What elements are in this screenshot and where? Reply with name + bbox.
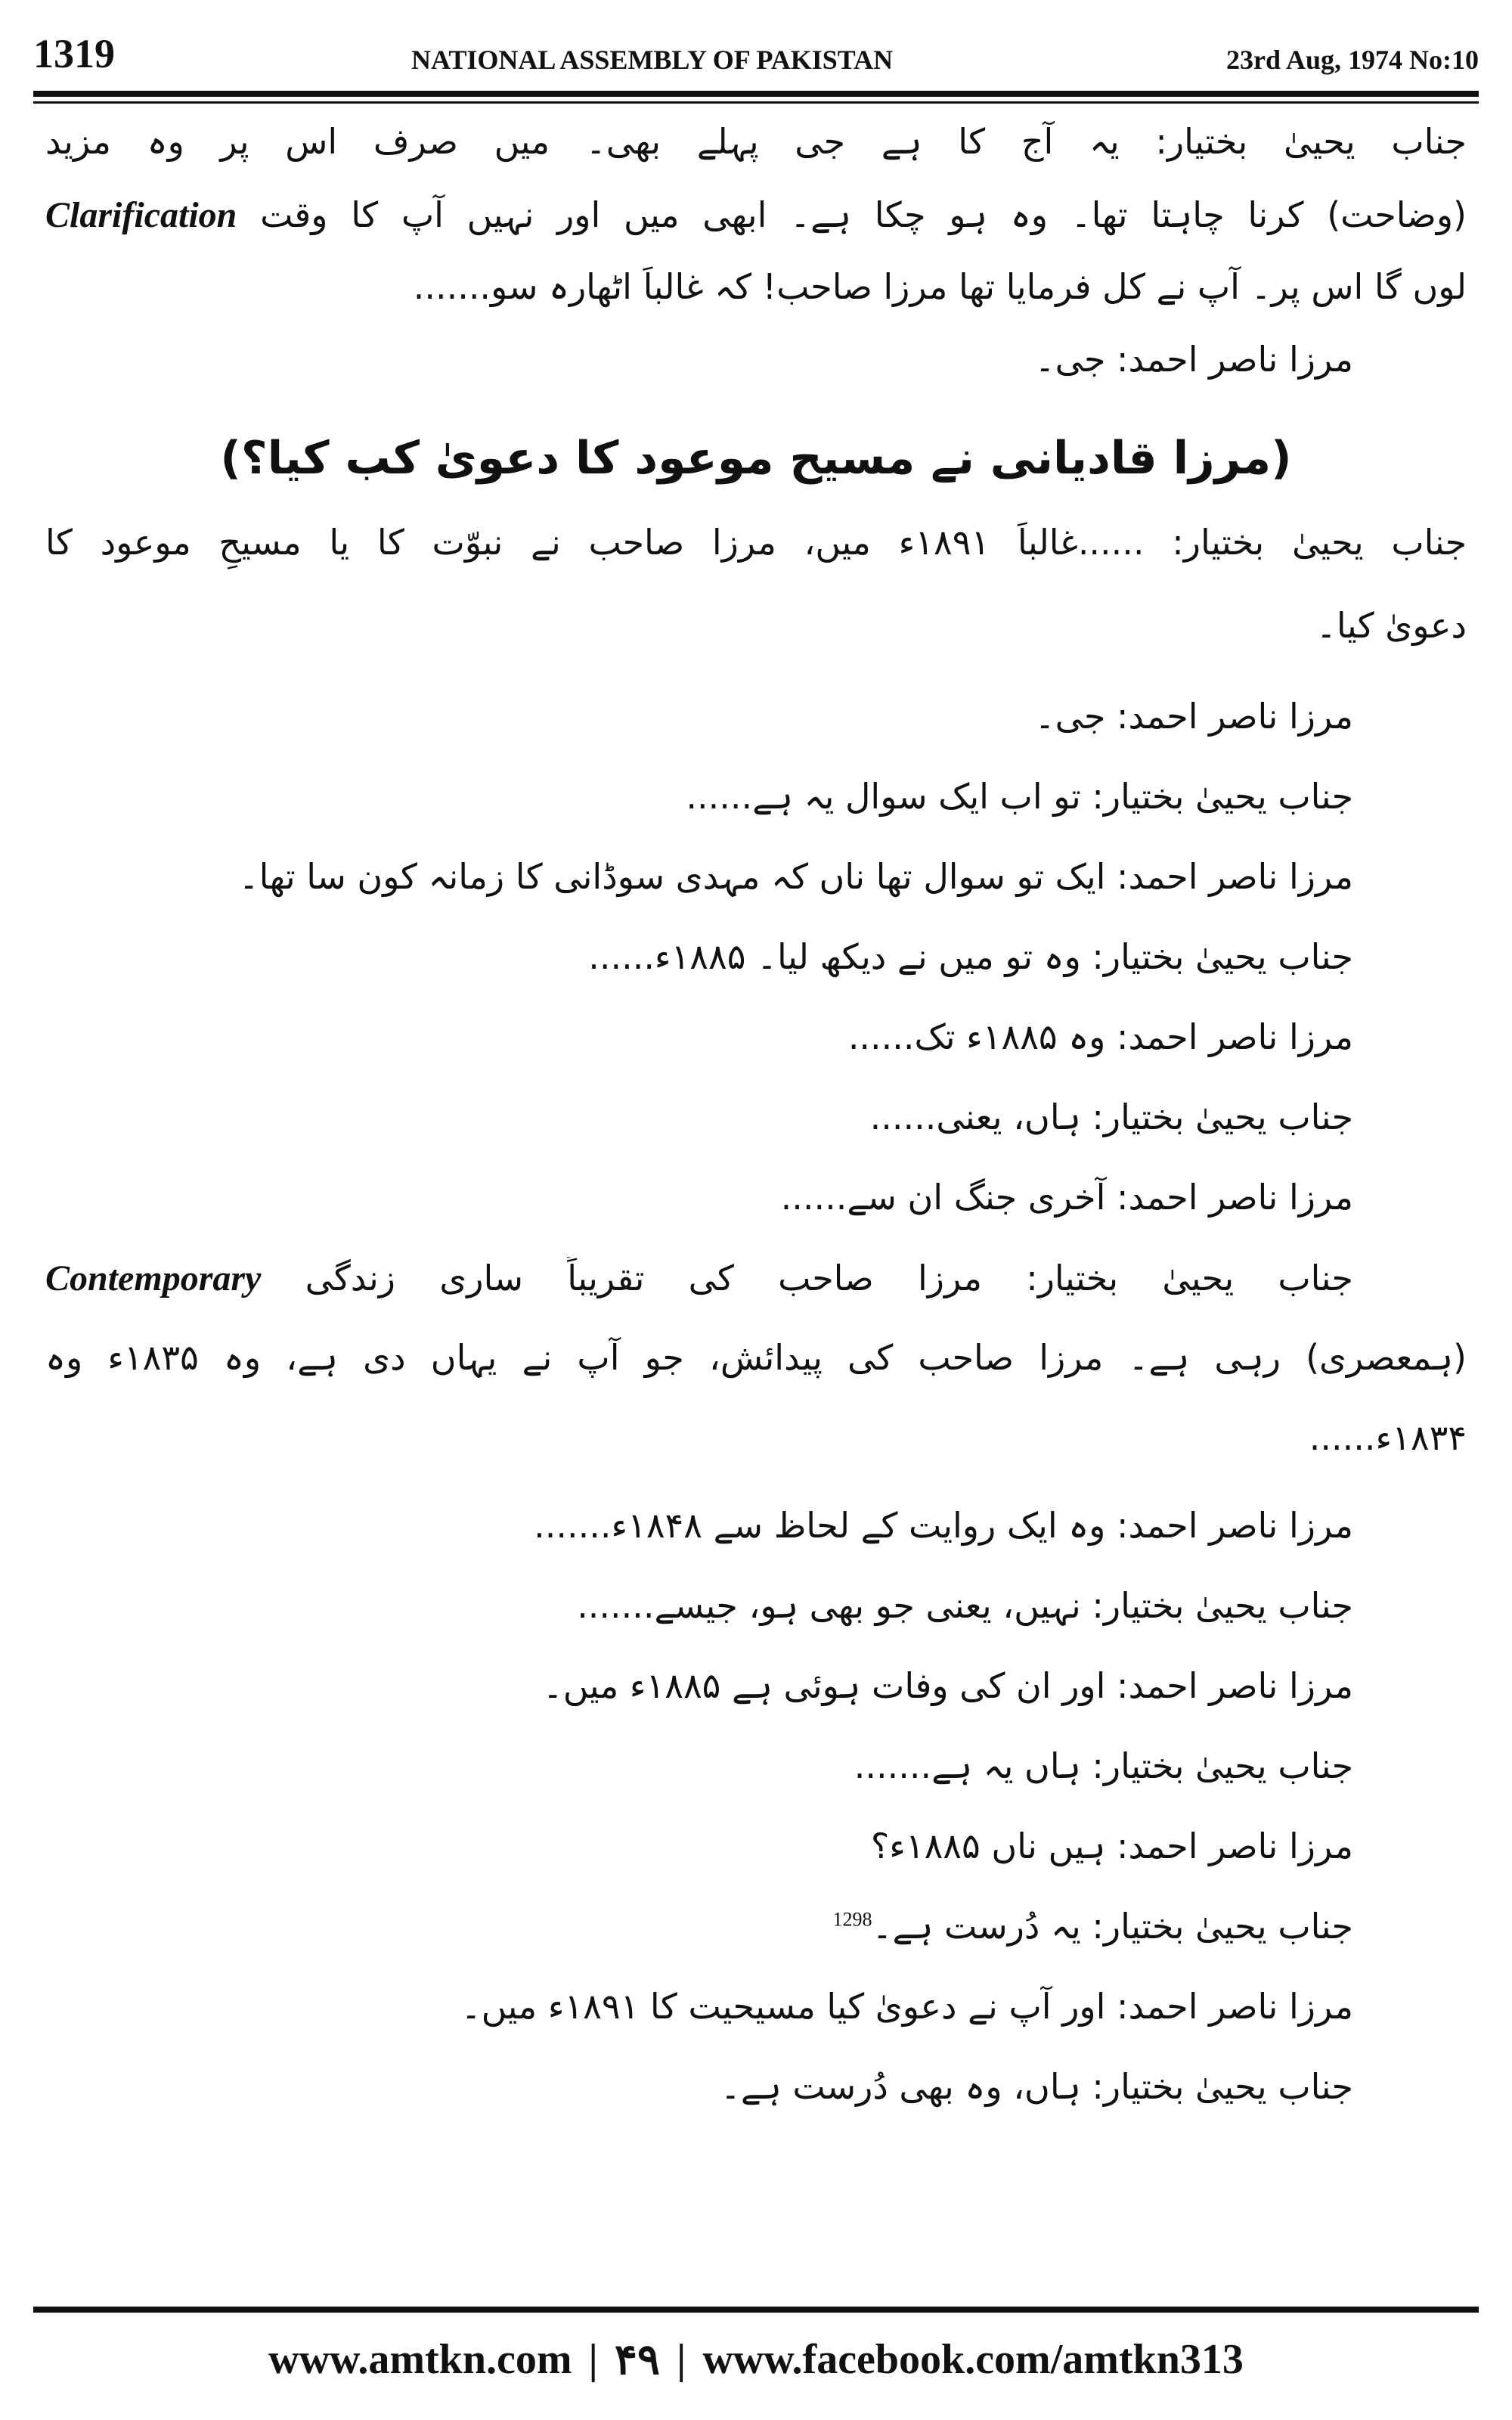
- footer-rule: [33, 2307, 1479, 2313]
- line-text: مرزا ناصر احمد: وہ ایک روایت کے لحاظ سے ۱۸۴۸ء.......: [534, 1505, 1353, 1546]
- header-rule-thin: [33, 101, 1479, 104]
- line-text: جناب یحییٰ بختیار: نہیں، یعنی جو بھی ہو، جیسے.......: [577, 1585, 1353, 1626]
- section-heading: (مرزا قادیانی نے مسیح موعود کا دعویٰ کب کیا؟): [220, 432, 1292, 485]
- line-text: مرزا ناصر احمد: اور آپ نے دعویٰ کیا مسیحیت کا ۱۸۹۱ء میں۔: [460, 1986, 1353, 2027]
- line-text: جناب یحییٰ بختیار: ہاں، وہ بھی دُرست ہے۔: [720, 2066, 1353, 2107]
- line-text: جناب یحییٰ بختیار: تو اب ایک سوال یہ ہے......: [686, 776, 1353, 817]
- facebook-link[interactable]: www.facebook.com/amtkn313: [702, 2336, 1244, 2383]
- footer-separator: |: [676, 2336, 686, 2383]
- line-text: مرزا ناصر احمد: اور ان کی وفات ہوئی ہے ۱۸۸۵ء میں۔: [542, 1665, 1353, 1706]
- line-text: دعویٰ کیا۔: [1315, 605, 1467, 646]
- paragraph-line: [45, 121, 1467, 194]
- dialogue-line: [45, 856, 1467, 929]
- footer-page-number: ۴۹: [614, 2336, 660, 2384]
- english-term: Clarification: [45, 195, 237, 235]
- paragraph-line: [45, 605, 1467, 678]
- dialogue-line: [45, 1505, 1467, 1578]
- dialogue-line: [45, 776, 1467, 849]
- paragraph-line: [45, 266, 1467, 339]
- dialogue-line: [45, 1906, 1467, 1978]
- paragraph-line: [45, 194, 1467, 266]
- dialogue-line: [45, 936, 1467, 1009]
- dialogue-line: [45, 696, 1467, 768]
- line-text: جناب یحییٰ بختیار: ہاں یہ ہے.......: [854, 1745, 1353, 1786]
- dialogue-line: [45, 1097, 1467, 1169]
- header-rule-thick: [33, 91, 1479, 97]
- line-text: جناب یحییٰ بختیار: یہ آج کا ہے جی پہلے بھی۔ میں صرف اس پر وہ مزید: [45, 121, 1467, 162]
- dialogue-line: [45, 1986, 1467, 2059]
- line-text: جناب یحییٰ بختیار: ہاں، یعنی......: [869, 1097, 1353, 1137]
- line-text: ۱۸۳۴ء......: [1309, 1417, 1467, 1458]
- masthead: NATIONAL ASSEMBLY OF PAKISTAN: [411, 45, 894, 75]
- date-issue: 23rd Aug, 1974 No:10: [1225, 45, 1479, 75]
- paragraph-line: [45, 522, 1467, 594]
- transcript-body: [45, 121, 1467, 2246]
- line-text: مرزا ناصر احمد: ہیں ناں ۱۸۸۵ء؟: [870, 1826, 1353, 1866]
- line-text: جناب یحییٰ بختیار: مرزا صاحب کی تقریباً ساری زندگی: [305, 1258, 1353, 1298]
- dialogue-line: [45, 1745, 1467, 1818]
- dialogue-line: [45, 1826, 1467, 1898]
- paragraph-line: [45, 1417, 1467, 1490]
- line-text: جناب یحییٰ بختیار: یہ دُرست ہے۔: [872, 1906, 1353, 1947]
- page-footer: [45, 2329, 1467, 2390]
- line-text: مرزا ناصر احمد: جی۔: [1034, 339, 1353, 380]
- paragraph-line: [45, 1257, 1467, 1329]
- line-text: جناب یحییٰ بختیار: ......غالباً ۱۸۹۱ء میں، مرزا صاحب نے نبوّت کا یا مسیحِ موعود کا: [45, 522, 1467, 563]
- paragraph-line: [45, 1337, 1467, 1410]
- website-link[interactable]: www.amtkn.com: [268, 2336, 572, 2383]
- line-text: (ہمعصری) رہی ہے۔ مرزا صاحب کی پیدائش، جو آپ نے یہاں دی ہے، وہ ۱۸۳۵ء وہ: [45, 1337, 1467, 1378]
- footer-separator: |: [588, 2336, 598, 2383]
- page-number: 1319: [33, 31, 115, 76]
- line-text: مرزا ناصر احمد: ایک تو سوال تھا ناں کہ مہدی سوڈانی کا زمانہ کون سا تھا۔: [238, 856, 1353, 897]
- page-header: [33, 30, 1479, 91]
- dialogue-line: [45, 1016, 1467, 1089]
- footnote-marker: 1298: [832, 1908, 872, 1931]
- dialogue-line: [45, 1585, 1467, 1658]
- line-text: (وضاحت) کرنا چاہتا تھا۔ وہ ہو چکا ہے۔ ابھی میں اور نہیں آپ کا وقت: [260, 194, 1467, 235]
- dialogue-line: [45, 339, 1467, 411]
- english-term: Contemporary: [45, 1258, 262, 1298]
- dialogue-line: [45, 1665, 1467, 1738]
- line-text: مرزا ناصر احمد: آخری جنگ ان سے......: [780, 1177, 1353, 1218]
- line-text: مرزا ناصر احمد: جی۔: [1034, 696, 1353, 737]
- line-text: لوں گا اس پر۔ آپ نے کل فرمایا تھا مرزا صاحب! کہ غالباً اٹھارہ سو.......: [413, 266, 1467, 307]
- dialogue-line: [45, 2066, 1467, 2139]
- dialogue-line: [45, 1177, 1467, 1249]
- line-text: جناب یحییٰ بختیار: وہ تو میں نے دیکھ لیا۔ ۱۸۸۵ء......: [588, 936, 1353, 977]
- line-text: مرزا ناصر احمد: وہ ۱۸۸۵ء تک......: [847, 1016, 1353, 1057]
